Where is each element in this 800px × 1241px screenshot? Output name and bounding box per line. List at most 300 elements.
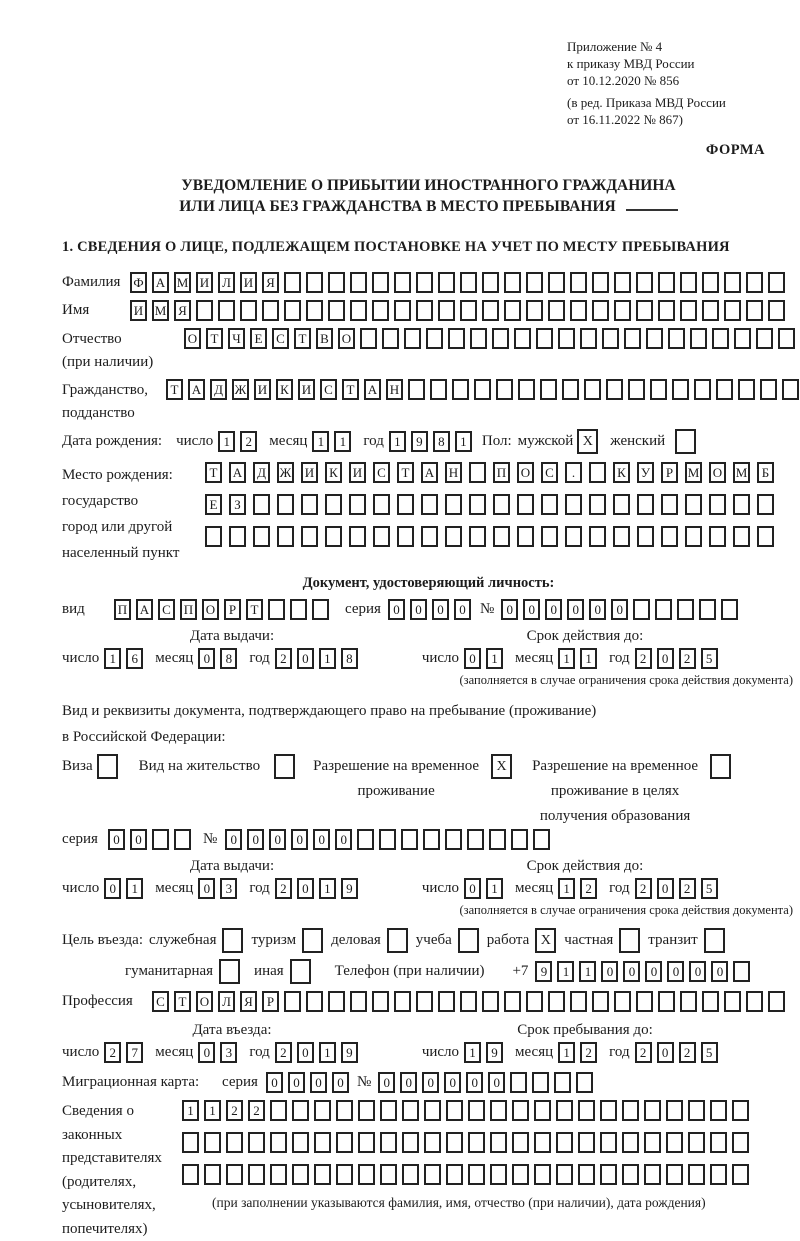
- char-cell[interactable]: 1: [334, 431, 351, 452]
- char-cell[interactable]: [702, 272, 719, 293]
- char-cell[interactable]: [584, 379, 601, 400]
- char-cell[interactable]: [757, 526, 774, 547]
- char-cell[interactable]: Н: [386, 379, 403, 400]
- char-cell[interactable]: [292, 1132, 309, 1153]
- char-cell[interactable]: 0: [313, 829, 330, 850]
- char-cell[interactable]: [636, 272, 653, 293]
- char-cell[interactable]: [380, 1100, 397, 1121]
- char-cell[interactable]: [694, 379, 711, 400]
- char-cell[interactable]: [174, 829, 191, 850]
- char-cell[interactable]: [372, 300, 389, 321]
- char-cell[interactable]: [372, 991, 389, 1012]
- char-cell[interactable]: [746, 272, 763, 293]
- char-cell[interactable]: 1: [486, 648, 503, 669]
- char-cell[interactable]: П: [493, 462, 510, 483]
- char-cell[interactable]: 0: [269, 829, 286, 850]
- char-cell[interactable]: [541, 494, 558, 515]
- form-number-blank[interactable]: [626, 197, 678, 211]
- char-cell[interactable]: [205, 526, 222, 547]
- char-cell[interactable]: [397, 526, 414, 547]
- char-cell[interactable]: А: [136, 599, 153, 620]
- char-cell[interactable]: 0: [589, 599, 606, 620]
- char-cell[interactable]: [446, 1132, 463, 1153]
- char-cell[interactable]: [658, 991, 675, 1012]
- char-cell[interactable]: 0: [657, 648, 674, 669]
- char-cell[interactable]: [556, 1100, 573, 1121]
- char-cell[interactable]: 8: [433, 431, 450, 452]
- char-cell[interactable]: [336, 1100, 353, 1121]
- char-cell[interactable]: [738, 379, 755, 400]
- char-cell[interactable]: А: [421, 462, 438, 483]
- char-cell[interactable]: X: [535, 928, 556, 953]
- char-cell[interactable]: 3: [220, 878, 237, 899]
- char-cell[interactable]: [724, 272, 741, 293]
- char-cell[interactable]: [768, 272, 785, 293]
- char-cell[interactable]: [312, 599, 329, 620]
- char-cell[interactable]: [526, 300, 543, 321]
- char-cell[interactable]: [622, 1100, 639, 1121]
- char-cell[interactable]: Л: [218, 991, 235, 1012]
- char-cell[interactable]: [702, 991, 719, 1012]
- char-cell[interactable]: [628, 379, 645, 400]
- char-cell[interactable]: [661, 526, 678, 547]
- char-cell[interactable]: [424, 1132, 441, 1153]
- char-cell[interactable]: 2: [635, 878, 652, 899]
- char-cell[interactable]: [448, 328, 465, 349]
- char-cell[interactable]: 0: [198, 878, 215, 899]
- char-cell[interactable]: 3: [220, 1042, 237, 1063]
- char-cell[interactable]: 0: [266, 1072, 283, 1093]
- char-cell[interactable]: 0: [130, 829, 147, 850]
- char-cell[interactable]: [558, 328, 575, 349]
- char-cell[interactable]: К: [325, 462, 342, 483]
- char-cell[interactable]: О: [196, 991, 213, 1012]
- char-cell[interactable]: [270, 1100, 287, 1121]
- char-cell[interactable]: 2: [580, 1042, 597, 1063]
- char-cell[interactable]: 0: [657, 878, 674, 899]
- char-cell[interactable]: 0: [297, 648, 314, 669]
- char-cell[interactable]: [536, 328, 553, 349]
- char-cell[interactable]: [504, 991, 521, 1012]
- char-cell[interactable]: [712, 328, 729, 349]
- char-cell[interactable]: [619, 928, 640, 953]
- char-cell[interactable]: 2: [635, 1042, 652, 1063]
- char-cell[interactable]: 0: [689, 961, 706, 982]
- char-cell[interactable]: [541, 526, 558, 547]
- char-cell[interactable]: 1: [319, 878, 336, 899]
- char-cell[interactable]: 2: [275, 1042, 292, 1063]
- char-cell[interactable]: 1: [464, 1042, 481, 1063]
- char-cell[interactable]: [222, 928, 243, 953]
- char-cell[interactable]: 9: [341, 878, 358, 899]
- char-cell[interactable]: [592, 272, 609, 293]
- char-cell[interactable]: Ф: [130, 272, 147, 293]
- char-cell[interactable]: [277, 494, 294, 515]
- char-cell[interactable]: Л: [218, 272, 235, 293]
- char-cell[interactable]: [562, 379, 579, 400]
- char-cell[interactable]: [534, 1100, 551, 1121]
- char-cell[interactable]: Б: [757, 462, 774, 483]
- char-cell[interactable]: [650, 379, 667, 400]
- char-cell[interactable]: [734, 328, 751, 349]
- char-cell[interactable]: А: [152, 272, 169, 293]
- char-cell[interactable]: 1: [319, 648, 336, 669]
- char-cell[interactable]: [490, 1132, 507, 1153]
- char-cell[interactable]: [328, 272, 345, 293]
- char-cell[interactable]: 2: [240, 431, 257, 452]
- char-cell[interactable]: С: [152, 991, 169, 1012]
- char-cell[interactable]: [253, 494, 270, 515]
- char-cell[interactable]: [360, 328, 377, 349]
- char-cell[interactable]: [760, 379, 777, 400]
- char-cell[interactable]: [292, 1164, 309, 1185]
- char-cell[interactable]: [548, 272, 565, 293]
- char-cell[interactable]: 2: [679, 878, 696, 899]
- char-cell[interactable]: 0: [711, 961, 728, 982]
- char-cell[interactable]: 0: [108, 829, 125, 850]
- char-cell[interactable]: [373, 526, 390, 547]
- char-cell[interactable]: [460, 272, 477, 293]
- char-cell[interactable]: Д: [210, 379, 227, 400]
- char-cell[interactable]: [314, 1164, 331, 1185]
- char-cell[interactable]: 5: [701, 1042, 718, 1063]
- char-cell[interactable]: [613, 494, 630, 515]
- char-cell[interactable]: [470, 328, 487, 349]
- char-cell[interactable]: [512, 1132, 529, 1153]
- char-cell[interactable]: 1: [218, 431, 235, 452]
- char-cell[interactable]: [284, 300, 301, 321]
- char-cell[interactable]: О: [338, 328, 355, 349]
- char-cell[interactable]: У: [637, 462, 654, 483]
- char-cell[interactable]: [672, 379, 689, 400]
- char-cell[interactable]: 0: [291, 829, 308, 850]
- char-cell[interactable]: [469, 494, 486, 515]
- char-cell[interactable]: 2: [248, 1100, 265, 1121]
- char-cell[interactable]: К: [613, 462, 630, 483]
- char-cell[interactable]: [724, 300, 741, 321]
- char-cell[interactable]: [685, 526, 702, 547]
- char-cell[interactable]: 2: [679, 648, 696, 669]
- char-cell[interactable]: [482, 991, 499, 1012]
- char-cell[interactable]: Н: [445, 462, 462, 483]
- char-cell[interactable]: [301, 526, 318, 547]
- char-cell[interactable]: [380, 1132, 397, 1153]
- char-cell[interactable]: [290, 959, 311, 984]
- char-cell[interactable]: [474, 379, 491, 400]
- char-cell[interactable]: [438, 991, 455, 1012]
- char-cell[interactable]: [218, 300, 235, 321]
- char-cell[interactable]: [182, 1132, 199, 1153]
- char-cell[interactable]: 0: [400, 1072, 417, 1093]
- char-cell[interactable]: [637, 526, 654, 547]
- char-cell[interactable]: [306, 991, 323, 1012]
- char-cell[interactable]: [688, 1132, 705, 1153]
- char-cell[interactable]: [578, 1100, 595, 1121]
- char-cell[interactable]: О: [709, 462, 726, 483]
- char-cell[interactable]: 1: [312, 431, 329, 452]
- char-cell[interactable]: [600, 1100, 617, 1121]
- char-cell[interactable]: [387, 928, 408, 953]
- char-cell[interactable]: М: [174, 272, 191, 293]
- char-cell[interactable]: С: [373, 462, 390, 483]
- char-cell[interactable]: [514, 328, 531, 349]
- char-cell[interactable]: [554, 1072, 571, 1093]
- char-cell[interactable]: [416, 272, 433, 293]
- char-cell[interactable]: З: [229, 494, 246, 515]
- char-cell[interactable]: [746, 300, 763, 321]
- char-cell[interactable]: 0: [611, 599, 628, 620]
- char-cell[interactable]: [578, 1132, 595, 1153]
- char-cell[interactable]: [688, 1100, 705, 1121]
- char-cell[interactable]: [350, 991, 367, 1012]
- char-cell[interactable]: [292, 1100, 309, 1121]
- char-cell[interactable]: [493, 526, 510, 547]
- char-cell[interactable]: [373, 494, 390, 515]
- char-cell[interactable]: [756, 328, 773, 349]
- char-cell[interactable]: Т: [342, 379, 359, 400]
- char-cell[interactable]: И: [349, 462, 366, 483]
- char-cell[interactable]: Т: [206, 328, 223, 349]
- char-cell[interactable]: [408, 379, 425, 400]
- char-cell[interactable]: 1: [558, 648, 575, 669]
- char-cell[interactable]: П: [114, 599, 131, 620]
- char-cell[interactable]: Ж: [232, 379, 249, 400]
- char-cell[interactable]: [666, 1132, 683, 1153]
- char-cell[interactable]: [493, 494, 510, 515]
- char-cell[interactable]: [302, 928, 323, 953]
- char-cell[interactable]: [314, 1100, 331, 1121]
- char-cell[interactable]: [666, 1164, 683, 1185]
- char-cell[interactable]: [690, 328, 707, 349]
- char-cell[interactable]: [394, 300, 411, 321]
- char-cell[interactable]: [688, 1164, 705, 1185]
- char-cell[interactable]: 0: [657, 1042, 674, 1063]
- char-cell[interactable]: [248, 1164, 265, 1185]
- char-cell[interactable]: 5: [701, 878, 718, 899]
- char-cell[interactable]: 0: [422, 1072, 439, 1093]
- char-cell[interactable]: [532, 1072, 549, 1093]
- char-cell[interactable]: 5: [701, 648, 718, 669]
- char-cell[interactable]: [602, 328, 619, 349]
- char-cell[interactable]: [467, 829, 484, 850]
- char-cell[interactable]: [658, 300, 675, 321]
- char-cell[interactable]: 1: [558, 878, 575, 899]
- char-cell[interactable]: 1: [126, 878, 143, 899]
- char-cell[interactable]: 2: [226, 1100, 243, 1121]
- char-cell[interactable]: 0: [104, 878, 121, 899]
- char-cell[interactable]: Т: [205, 462, 222, 483]
- char-cell[interactable]: [452, 379, 469, 400]
- char-cell[interactable]: Р: [262, 991, 279, 1012]
- char-cell[interactable]: [402, 1164, 419, 1185]
- char-cell[interactable]: 9: [411, 431, 428, 452]
- char-cell[interactable]: И: [240, 272, 257, 293]
- char-cell[interactable]: И: [298, 379, 315, 400]
- char-cell[interactable]: [533, 829, 550, 850]
- char-cell[interactable]: [636, 991, 653, 1012]
- char-cell[interactable]: [540, 379, 557, 400]
- char-cell[interactable]: [349, 526, 366, 547]
- char-cell[interactable]: 0: [645, 961, 662, 982]
- char-cell[interactable]: Е: [205, 494, 222, 515]
- char-cell[interactable]: [284, 991, 301, 1012]
- char-cell[interactable]: 0: [410, 599, 427, 620]
- char-cell[interactable]: Т: [294, 328, 311, 349]
- char-cell[interactable]: [438, 272, 455, 293]
- char-cell[interactable]: [548, 991, 565, 1012]
- char-cell[interactable]: [306, 272, 323, 293]
- char-cell[interactable]: Т: [166, 379, 183, 400]
- char-cell[interactable]: [336, 1132, 353, 1153]
- char-cell[interactable]: 0: [545, 599, 562, 620]
- char-cell[interactable]: 0: [310, 1072, 327, 1093]
- char-cell[interactable]: 1: [455, 431, 472, 452]
- char-cell[interactable]: [732, 1100, 749, 1121]
- char-cell[interactable]: [600, 1132, 617, 1153]
- char-cell[interactable]: Я: [240, 991, 257, 1012]
- char-cell[interactable]: [732, 1132, 749, 1153]
- char-cell[interactable]: [445, 829, 462, 850]
- char-cell[interactable]: [328, 300, 345, 321]
- char-cell[interactable]: [614, 991, 631, 1012]
- char-cell[interactable]: П: [180, 599, 197, 620]
- char-cell[interactable]: [262, 300, 279, 321]
- char-cell[interactable]: [350, 272, 367, 293]
- char-cell[interactable]: [314, 1132, 331, 1153]
- char-cell[interactable]: [699, 599, 716, 620]
- char-cell[interactable]: И: [301, 462, 318, 483]
- char-cell[interactable]: [526, 272, 543, 293]
- char-cell[interactable]: [306, 300, 323, 321]
- char-cell[interactable]: Я: [262, 272, 279, 293]
- char-cell[interactable]: [565, 526, 582, 547]
- char-cell[interactable]: [226, 1132, 243, 1153]
- char-cell[interactable]: 2: [275, 648, 292, 669]
- char-cell[interactable]: [284, 272, 301, 293]
- char-cell[interactable]: [733, 961, 750, 982]
- char-cell[interactable]: [644, 1132, 661, 1153]
- char-cell[interactable]: [646, 328, 663, 349]
- char-cell[interactable]: 2: [679, 1042, 696, 1063]
- char-cell[interactable]: [732, 1164, 749, 1185]
- char-cell[interactable]: [204, 1132, 221, 1153]
- char-cell[interactable]: 1: [579, 961, 596, 982]
- char-cell[interactable]: [492, 328, 509, 349]
- char-cell[interactable]: 8: [220, 648, 237, 669]
- char-cell[interactable]: [556, 1132, 573, 1153]
- char-cell[interactable]: [624, 328, 641, 349]
- char-cell[interactable]: [421, 494, 438, 515]
- char-cell[interactable]: 0: [488, 1072, 505, 1093]
- char-cell[interactable]: [600, 1164, 617, 1185]
- char-cell[interactable]: [380, 1164, 397, 1185]
- char-cell[interactable]: [482, 272, 499, 293]
- char-cell[interactable]: [570, 300, 587, 321]
- char-cell[interactable]: [460, 300, 477, 321]
- char-cell[interactable]: [460, 991, 477, 1012]
- char-cell[interactable]: [644, 1164, 661, 1185]
- char-cell[interactable]: Р: [224, 599, 241, 620]
- char-cell[interactable]: [430, 379, 447, 400]
- char-cell[interactable]: [270, 1132, 287, 1153]
- char-cell[interactable]: [746, 991, 763, 1012]
- char-cell[interactable]: [655, 599, 672, 620]
- char-cell[interactable]: 0: [523, 599, 540, 620]
- char-cell[interactable]: [152, 829, 169, 850]
- char-cell[interactable]: [709, 494, 726, 515]
- char-cell[interactable]: О: [202, 599, 219, 620]
- char-cell[interactable]: 2: [104, 1042, 121, 1063]
- char-cell[interactable]: [219, 959, 240, 984]
- char-cell[interactable]: [675, 429, 696, 454]
- char-cell[interactable]: [710, 1132, 727, 1153]
- char-cell[interactable]: [274, 754, 295, 779]
- char-cell[interactable]: 0: [378, 1072, 395, 1093]
- char-cell[interactable]: 0: [464, 878, 481, 899]
- char-cell[interactable]: [226, 1164, 243, 1185]
- char-cell[interactable]: А: [229, 462, 246, 483]
- char-cell[interactable]: [511, 829, 528, 850]
- char-cell[interactable]: [496, 379, 513, 400]
- char-cell[interactable]: [489, 829, 506, 850]
- char-cell[interactable]: Ч: [228, 328, 245, 349]
- char-cell[interactable]: [372, 272, 389, 293]
- char-cell[interactable]: [421, 526, 438, 547]
- char-cell[interactable]: 0: [567, 599, 584, 620]
- char-cell[interactable]: 0: [198, 648, 215, 669]
- char-cell[interactable]: [710, 1164, 727, 1185]
- char-cell[interactable]: [782, 379, 799, 400]
- char-cell[interactable]: М: [733, 462, 750, 483]
- char-cell[interactable]: [328, 991, 345, 1012]
- char-cell[interactable]: Т: [174, 991, 191, 1012]
- char-cell[interactable]: [517, 494, 534, 515]
- char-cell[interactable]: [661, 494, 678, 515]
- char-cell[interactable]: [438, 300, 455, 321]
- char-cell[interactable]: [710, 1100, 727, 1121]
- char-cell[interactable]: [704, 928, 725, 953]
- char-cell[interactable]: 0: [623, 961, 640, 982]
- char-cell[interactable]: [666, 1100, 683, 1121]
- char-cell[interactable]: [576, 1072, 593, 1093]
- char-cell[interactable]: С: [320, 379, 337, 400]
- char-cell[interactable]: [379, 829, 396, 850]
- char-cell[interactable]: [482, 300, 499, 321]
- char-cell[interactable]: С: [272, 328, 289, 349]
- char-cell[interactable]: [424, 1164, 441, 1185]
- char-cell[interactable]: [680, 300, 697, 321]
- char-cell[interactable]: [658, 272, 675, 293]
- char-cell[interactable]: 0: [332, 1072, 349, 1093]
- char-cell[interactable]: [270, 1164, 287, 1185]
- char-cell[interactable]: [702, 300, 719, 321]
- char-cell[interactable]: [733, 526, 750, 547]
- char-cell[interactable]: [416, 300, 433, 321]
- char-cell[interactable]: 9: [341, 1042, 358, 1063]
- char-cell[interactable]: [445, 526, 462, 547]
- char-cell[interactable]: [680, 272, 697, 293]
- char-cell[interactable]: 1: [486, 878, 503, 899]
- char-cell[interactable]: [469, 526, 486, 547]
- char-cell[interactable]: [196, 300, 213, 321]
- char-cell[interactable]: [633, 599, 650, 620]
- char-cell[interactable]: [570, 272, 587, 293]
- char-cell[interactable]: [401, 829, 418, 850]
- char-cell[interactable]: [394, 272, 411, 293]
- char-cell[interactable]: [589, 462, 606, 483]
- char-cell[interactable]: 0: [667, 961, 684, 982]
- char-cell[interactable]: Я: [174, 300, 191, 321]
